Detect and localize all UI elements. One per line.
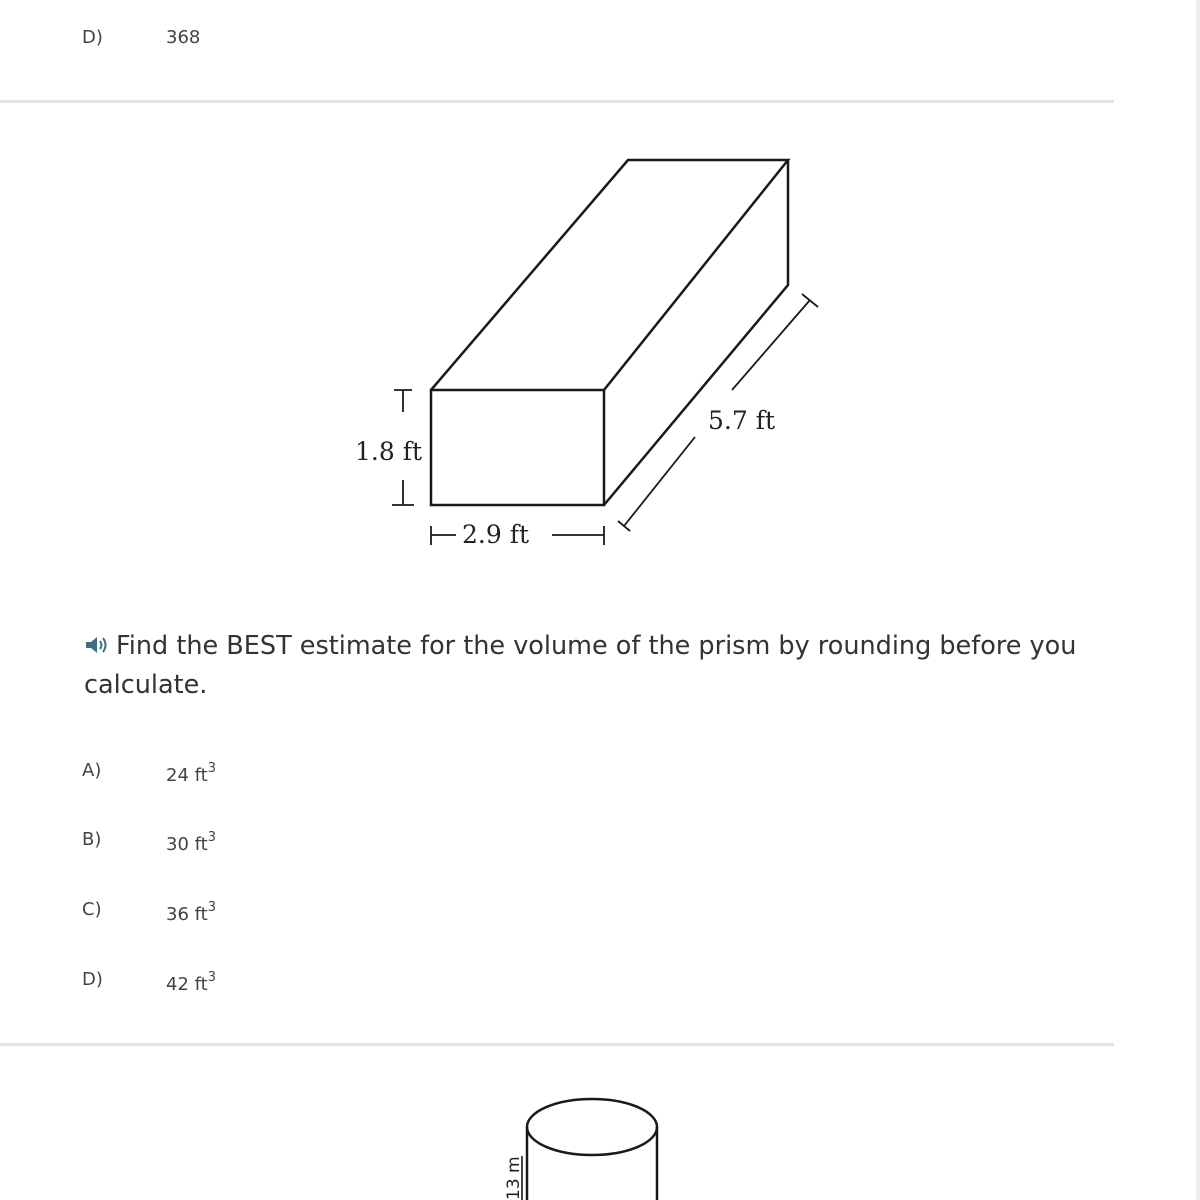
question-prompt bbox=[84, 627, 1094, 705]
speaker-icon[interactable] bbox=[84, 635, 112, 655]
cylinder-height-label: 13 m bbox=[504, 1156, 524, 1200]
height-label: 1.8 ft bbox=[355, 437, 423, 466]
scrollbar-track[interactable] bbox=[1196, 0, 1200, 1200]
choice-letter: D) bbox=[82, 27, 103, 48]
choice-value: 24 $ft^3$ bbox=[166, 761, 216, 786]
answer-choice-c[interactable] bbox=[0, 896, 1100, 926]
question-divider bbox=[0, 1043, 1114, 1046]
choice-letter: A) bbox=[82, 760, 102, 781]
choice-letter: D) bbox=[82, 969, 103, 990]
prism-top-face bbox=[431, 160, 788, 390]
choice-value: 30 $ft^3$ bbox=[166, 830, 216, 855]
cylinder-figure bbox=[480, 1090, 680, 1200]
cylinder-top bbox=[527, 1099, 657, 1155]
answer-choice-b[interactable] bbox=[0, 826, 1100, 856]
question-text: Find the BEST estimate for the volume of the prism by rounding before you calculate. bbox=[84, 631, 1077, 700]
width-label: 2.9 ft bbox=[462, 520, 530, 549]
choice-value: 368 bbox=[166, 27, 201, 48]
prism-figure bbox=[0, 120, 1000, 560]
prism-front-face bbox=[431, 390, 604, 505]
choice-letter: C) bbox=[82, 899, 102, 920]
length-label: 5.7 ft bbox=[708, 406, 776, 435]
choice-letter: B) bbox=[82, 829, 102, 850]
choice-value: 42 $ft^3$ bbox=[166, 970, 216, 995]
prism-right-face bbox=[604, 160, 788, 505]
question-divider bbox=[0, 100, 1114, 103]
previous-answer-choice[interactable] bbox=[0, 24, 1100, 54]
choice-value: 36 $ft^3$ bbox=[166, 900, 216, 925]
answer-choice-a[interactable] bbox=[0, 757, 1100, 787]
answer-choice-d[interactable] bbox=[0, 966, 1100, 996]
